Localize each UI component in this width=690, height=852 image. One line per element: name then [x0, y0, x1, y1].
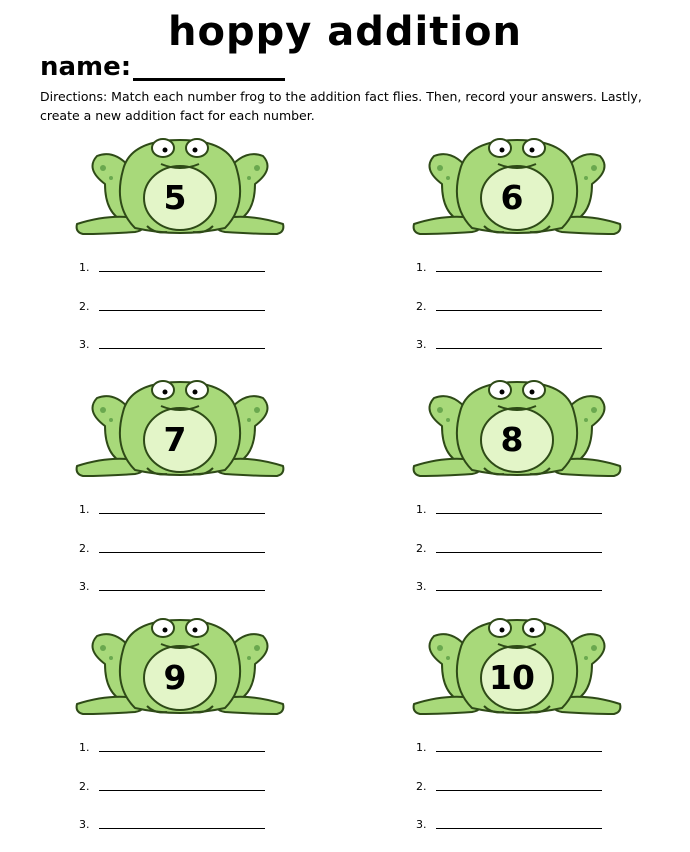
frog-card-6	[412, 134, 622, 354]
answer-line[interactable]	[79, 502, 279, 520]
answer-line[interactable]	[79, 579, 279, 597]
name-label: name:	[40, 52, 132, 82]
answer-rule[interactable]	[99, 513, 265, 514]
answer-line-number: 1.	[79, 741, 90, 754]
frog-card-8	[412, 376, 622, 596]
answer-line[interactable]	[79, 299, 279, 317]
answer-line-number: 1.	[416, 503, 427, 516]
answer-rule[interactable]	[99, 790, 265, 791]
answer-line[interactable]	[416, 337, 616, 355]
answer-line-number: 2.	[416, 300, 427, 313]
answer-line[interactable]	[416, 817, 616, 835]
answer-line-number: 1.	[79, 503, 90, 516]
answer-line-number: 2.	[79, 300, 90, 313]
answer-rule[interactable]	[99, 590, 265, 591]
answer-line[interactable]	[79, 541, 279, 559]
answer-line-number: 2.	[79, 542, 90, 555]
answer-rule[interactable]	[436, 513, 602, 514]
frog-number: 8	[500, 420, 524, 459]
answer-rule[interactable]	[99, 751, 265, 752]
answer-line[interactable]	[416, 299, 616, 317]
answer-line-number: 2.	[416, 780, 427, 793]
answer-rule[interactable]	[436, 751, 602, 752]
directions: Directions: Match each number frog to the addition fact flies. Then, record your answers. Lastly, create a new addition fact for each number.	[40, 89, 642, 123]
answer-line-number: 3.	[416, 580, 427, 593]
answer-rule[interactable]	[436, 348, 602, 349]
answer-line-number: 3.	[416, 338, 427, 351]
answer-rule[interactable]	[436, 310, 602, 311]
answer-rule[interactable]	[99, 271, 265, 272]
answer-rule[interactable]	[436, 590, 602, 591]
frog-card-5	[75, 134, 285, 354]
answer-rule[interactable]	[99, 828, 265, 829]
answer-rule[interactable]	[99, 348, 265, 349]
answer-rule[interactable]	[99, 310, 265, 311]
answer-line[interactable]	[79, 740, 279, 758]
answer-line[interactable]	[416, 779, 616, 797]
answer-line[interactable]	[79, 779, 279, 797]
frog-card-10	[412, 614, 622, 834]
answer-line[interactable]	[416, 579, 616, 597]
answer-line-number: 2.	[79, 780, 90, 793]
page-title: hoppy addition	[168, 9, 522, 55]
answer-line[interactable]	[416, 260, 616, 278]
frog-card-9	[75, 614, 285, 834]
answer-line-number: 1.	[416, 741, 427, 754]
frog-number: 10	[489, 658, 535, 697]
answer-line-number: 2.	[416, 542, 427, 555]
answer-rule[interactable]	[436, 271, 602, 272]
answer-rule[interactable]	[436, 790, 602, 791]
answer-line-number: 3.	[79, 580, 90, 593]
answer-line[interactable]	[79, 337, 279, 355]
frog-number: 7	[163, 420, 187, 459]
answer-line-number: 1.	[79, 261, 90, 274]
answer-rule[interactable]	[436, 828, 602, 829]
answer-line-number: 3.	[79, 818, 90, 831]
frog-number: 6	[500, 178, 524, 217]
answer-line[interactable]	[416, 740, 616, 758]
frog-card-7	[75, 376, 285, 596]
answer-line[interactable]	[79, 260, 279, 278]
frog-number: 5	[163, 178, 187, 217]
answer-rule[interactable]	[99, 552, 265, 553]
answer-line[interactable]	[416, 502, 616, 520]
answer-line[interactable]	[416, 541, 616, 559]
answer-line[interactable]	[79, 817, 279, 835]
answer-line-number: 1.	[416, 261, 427, 274]
answer-rule[interactable]	[436, 552, 602, 553]
answer-line-number: 3.	[79, 338, 90, 351]
answer-line-number: 3.	[416, 818, 427, 831]
frog-number: 9	[163, 658, 187, 697]
name-write-line[interactable]	[133, 78, 285, 81]
